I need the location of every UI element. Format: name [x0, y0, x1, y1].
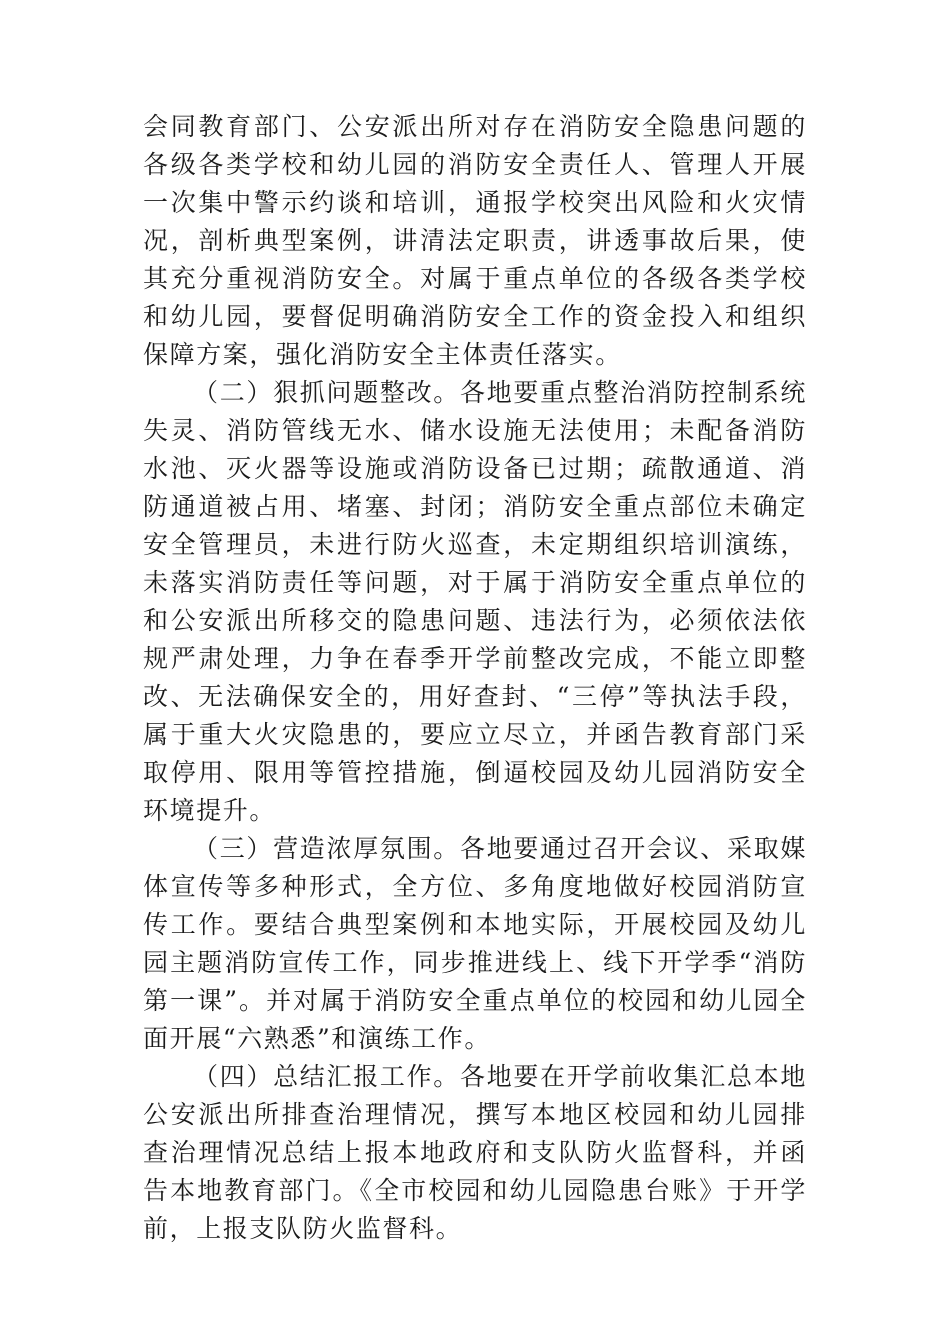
paragraph-section-2: （二）狠抓问题整改。各地要重点整治消防控制系统失灵、消防管线无水、储水设施无法使用；未配备消防水池、灭火器等设施或消防设备已过期；疏散通道、消防通道被占用、堵塞、封闭；消防安全重点部位未确定安全管理员，未进行防火巡查，未定期组织培训演练，未落实消防责任等问题，对于属于消防安全重点单位的和公安派出所移交的隐患问题、违法行为，必须依法依规严肃处理，力争在春季开学前整改完成，不能立即整改、无法确保安全的，用好查封、“三停”等执法手段，属于重大火灾隐患的，要应立尽立，并函告教育部门采取停用、限用等管控措施，倒逼校园及幼儿园消防安全环境提升。: [143, 378, 807, 825]
paragraph-section-3: （三）营造浓厚氛围。各地要通过召开会议、采取媒体宣传等多种形式，全方位、多角度地做好校园消防宣传工作。要结合典型案例和本地实际，开展校园及幼儿园主题消防宣传工作，同步推进线上、线下开学季“消防第一课”。并对属于消防安全重点单位的校园和幼儿园全面开展“六熟悉”和演练工作。: [143, 834, 807, 1053]
paragraph-intro: 会同教育部门、公安派出所对存在消防安全隐患问题的各级各类学校和幼儿园的消防安全责任人、管理人开展一次集中警示约谈和培训，通报学校突出风险和火灾情况，剖析典型案例，讲清法定职责，讲透事故后果，使其充分重视消防安全。对属于重点单位的各级各类学校和幼儿园，要督促明确消防安全工作的资金投入和组织保障方案，强化消防安全主体责任落实。: [143, 112, 807, 369]
document-body: [143, 108, 807, 1248]
paragraph-section-4: （四）总结汇报工作。各地要在开学前收集汇总本地公安派出所排查治理情况，撰写本地区校园和幼儿园排查治理情况总结上报本地政府和支队防火监督科，并函告本地教育部门。《全市校园和幼儿园隐患台账》于开学前，上报支队防火监督科。: [143, 1062, 807, 1243]
